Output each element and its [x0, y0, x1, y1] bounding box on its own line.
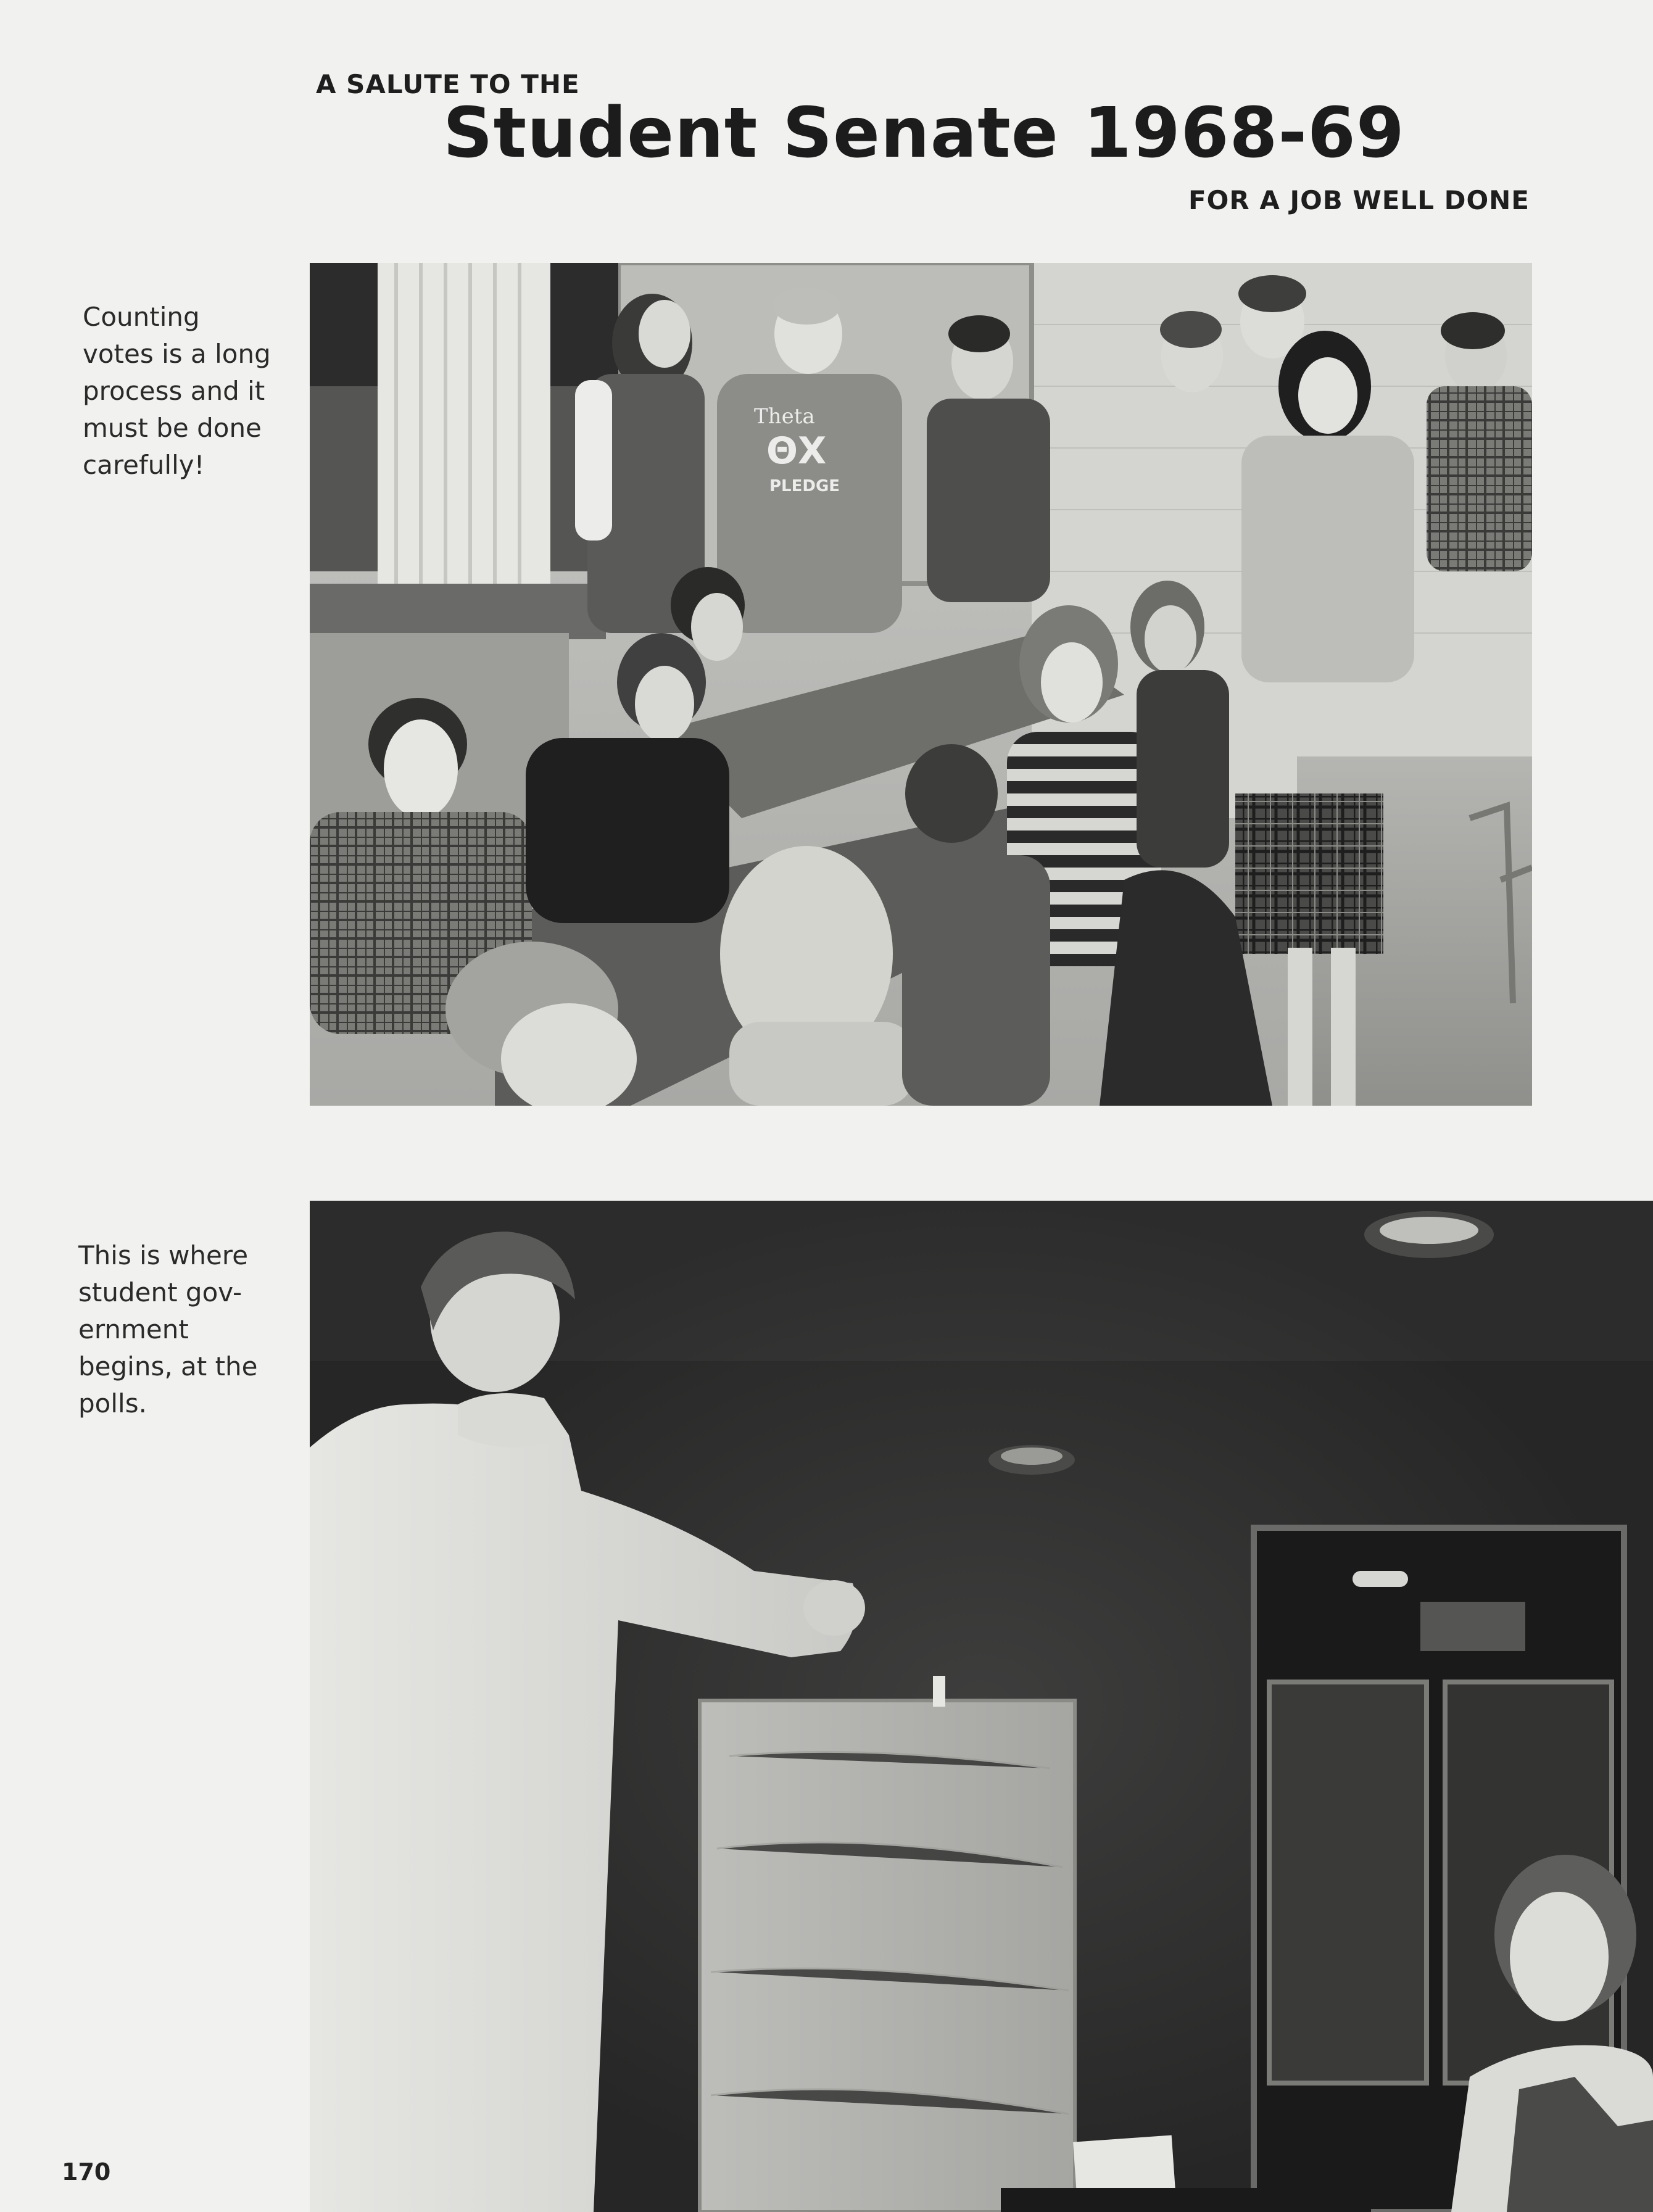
shirt-text-theta: Theta [754, 404, 815, 429]
caption-line: polls. [78, 1388, 147, 1419]
caption-polls [78, 1237, 282, 1422]
caption-line: carefully! [83, 450, 205, 480]
photo-vote-counting-image [310, 263, 1532, 1106]
caption-line: student gov- [78, 1277, 242, 1307]
caption-line: This is where [78, 1240, 249, 1270]
photo-at-the-polls-image [310, 1201, 1653, 2212]
shirt-text-letters: ΘX [766, 429, 827, 473]
caption-line: Counting [83, 302, 200, 332]
caption-line: must be done [83, 413, 262, 443]
photo-at-the-polls [310, 1201, 1653, 2212]
photo-vote-counting [310, 263, 1532, 1106]
caption-vote-counting [83, 299, 286, 484]
header-tagline: FOR A JOB WELL DONE [1188, 185, 1530, 215]
header-kicker: A SALUTE TO THE [316, 69, 580, 99]
page-title: Student Senate 1968-69 [443, 93, 1405, 173]
caption-line: votes is a long [83, 339, 271, 369]
page-number: 170 [62, 2158, 111, 2185]
caption-line: ernment [78, 1314, 189, 1344]
caption-line: begins, at the [78, 1351, 258, 1381]
caption-line: process and it [83, 376, 265, 406]
shirt-text-pledge: PLEDGE [769, 477, 840, 495]
